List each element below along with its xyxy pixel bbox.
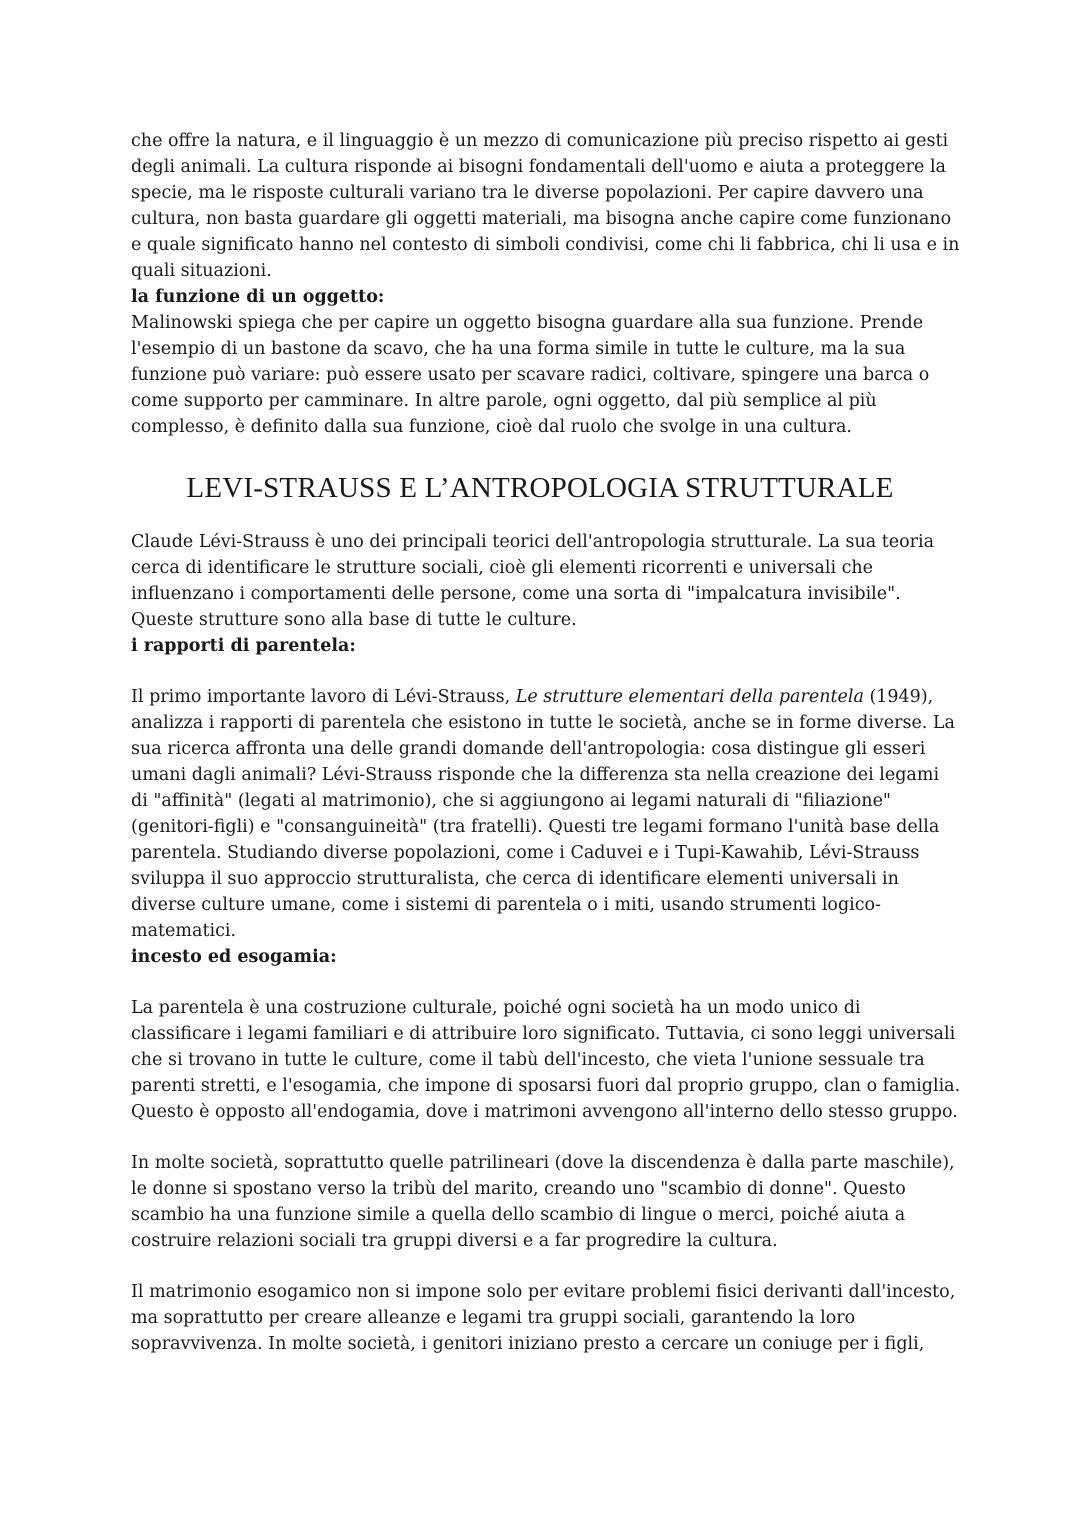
kinship-text-after: (1949), analizza i rapporti di parentela che esistono in tutte le società, anche se in forme diverse. La sua ricerca affronta una delle grandi domande dell'antropologia: cosa distingue gli esseri umani dagli animali? Lévi-Strauss risponde che la differenza sta nella creazione dei legami di "affinità" (legati al matrimonio), che si aggiungono ai legami naturali di "filiazione" (genitori-figli) e "consanguineità" (tra fratelli). Questi tre legami formano l'unità base della parentela. Studiando diverse popolazioni, come i Caduvei e i Tupi-Kawahib, Lévi-Strauss sviluppa il suo approccio strutturalista, che cerca di identificare elementi universali in diverse culture umane, come i sistemi di parentela o i miti, usando strumenti logico-matematici. xyxy=(131,687,955,941)
incest-heading: incesto ed esogamia: xyxy=(131,947,337,967)
kinship-text-before: Il primo importante lavoro di Lévi-Strauss, xyxy=(131,687,516,707)
kinship-paragraph xyxy=(131,684,961,944)
intro-paragraph: che offre la natura, e il linguaggio è un mezzo di comunicazione più preciso rispetto ai gesti degli animali. La cultura risponde ai bisogni fondamentali dell'uomo e aiuta a proteggere la specie, ma le risposte culturali variano tra le diverse popolazioni. Per capire davvero una cultura, non basta guardare gli oggetti materiali, ma bisogna anche capire come funzionano e quale significato hanno nel contesto di simboli condivisi, come chi li fabbrica, chi li usa e in quali situazioni. xyxy=(131,131,960,281)
document-page xyxy=(131,128,961,1357)
section-title: LEVI-STRAUSS E L’ANTROPOLOGIA STRUTTURALE xyxy=(186,472,894,504)
function-heading: la funzione di un oggetto: xyxy=(131,287,385,307)
kinship-heading: i rapporti di parentela: xyxy=(131,636,356,656)
levi-intro-paragraph: Claude Lévi-Strauss è uno dei principali teorici dell'antropologia strutturale. La sua teoria cerca di identificare le strutture sociali, cioè gli elementi ricorrenti e universali che influenzano i comportamenti delle persone, come una sorta di "impalcatura invisibile". Queste strutture sono alla base di tutte le culture. xyxy=(131,532,935,630)
incest-paragraph-3: Il matrimonio esogamico non si impone solo per evitare problemi fisici derivanti dall'incesto, ma soprattutto per creare alleanze e legami tra gruppi sociali, garantendo la loro sopravvivenza. In molte società, i genitori iniziano presto a cercare un coniuge per i figli, xyxy=(131,1282,956,1354)
incest-paragraph-2: In molte società, soprattutto quelle patrilineari (dove la discendenza è dalla parte maschile), le donne si spostano verso la tribù del marito, creando uno "scambio di donne". Questo scambio ha una funzione simile a quella dello scambio di lingue o merci, poiché aiuta a costruire relazioni sociali tra gruppi diversi e a far progredire la cultura. xyxy=(131,1153,955,1251)
incest-paragraph-1: La parentela è una costruzione culturale, poiché ogni società ha un modo unico di classificare i legami familiari e di attribuire loro significato. Tuttavia, ci sono leggi universali che si trovano in tutte le culture, come il tabù dell'incesto, che vieta l'unione sessuale tra parenti stretti, e l'esogamia, che impone di sposarsi fuori dal proprio gruppo, clan o famiglia. Questo è opposto all'endogamia, dove i matrimoni avvengono all'interno dello stesso gruppo. xyxy=(131,998,961,1122)
function-paragraph: Malinowski spiega che per capire un oggetto bisogna guardare alla sua funzione. Prende l'esempio di un bastone da scavo, che ha una forma simile in tutte le culture, ma la sua funzione può variare: può essere usato per scavare radici, coltivare, spingere una barca o come supporto per camminare. In altre parole, ogni oggetto, dal più semplice al più complesso, è definito dalla sua funzione, cioè dal ruolo che svolge in una cultura. xyxy=(131,313,930,437)
book-title: Le strutture elementari della parentela xyxy=(515,687,864,707)
